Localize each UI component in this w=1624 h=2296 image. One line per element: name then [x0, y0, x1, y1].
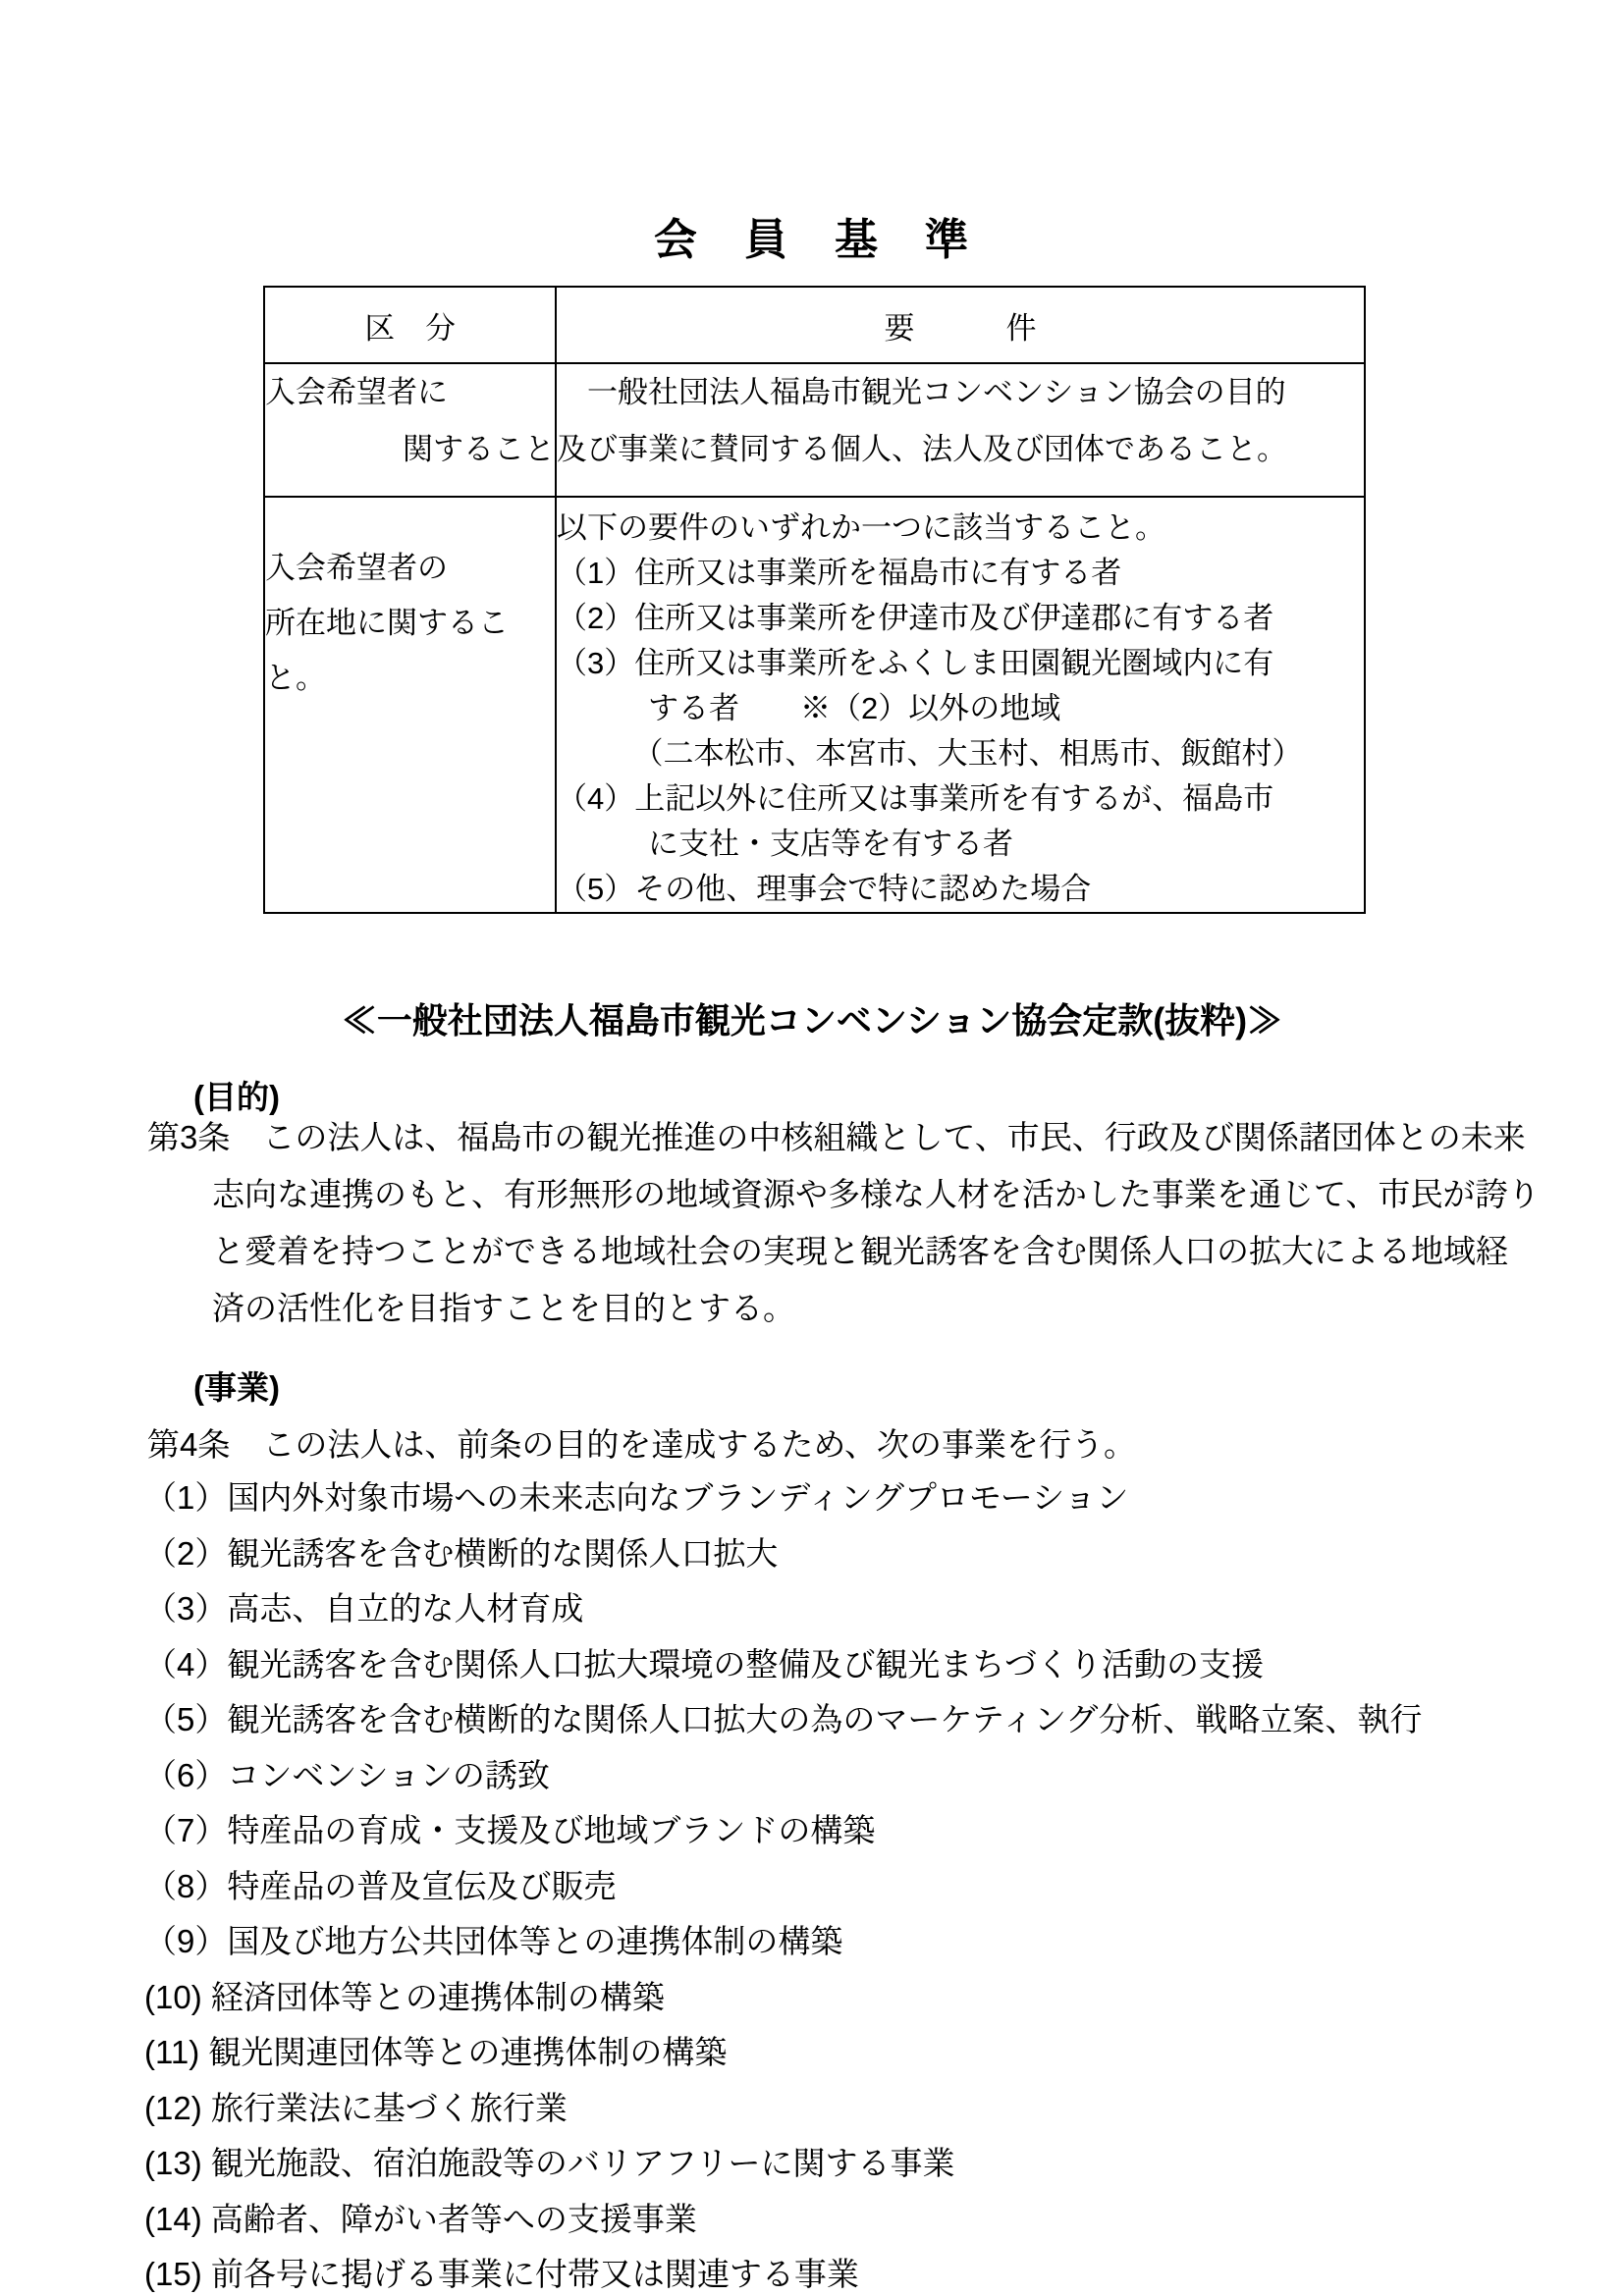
list-item: （3）高志、自立的な人材育成 — [144, 1590, 584, 1627]
list-item: (14) 高齢者、障がい者等への支援事業 — [144, 2200, 697, 2237]
list-item: (13) 観光施設、宿泊施設等のバリアフリーに関する事業 — [144, 2145, 955, 2181]
text-line: 第3条 この法人は、福島市の観光推進の中核組織として、市民、行政及び関係諸団体との未来 — [147, 1119, 1526, 1155]
list-item: （5）観光誘客を含む横断的な関係人口拡大の為のマーケティング分析、戦略立案、執行 — [144, 1701, 1423, 1737]
requirement-cell — [556, 497, 1365, 913]
text-line: （二本松市、本宮市、大玉村、相馬市、飯館村） — [557, 736, 1303, 771]
text-line: （4）上記以外に住所又は事業所を有するが、福島市 — [557, 781, 1274, 816]
purpose-paragraph — [147, 1109, 1600, 1337]
text-line: 志向な連携のもと、有形無形の地域資源や多様な人材を活かした事業を通じて、市民が誇り — [212, 1176, 1541, 1212]
business-section-label: (事業) — [193, 1369, 280, 1406]
list-item: （2）観光誘客を含む横断的な関係人口拡大 — [144, 1534, 779, 1572]
text-line: と愛着を持つことができる地域社会の実現と観光誘客を含む関係人口の拡大による地域経 — [212, 1233, 1508, 1269]
text-line: 以下の要件のいずれか一つに該当すること。 — [557, 510, 1165, 545]
list-item: （6）コンベンションの誘致 — [144, 1756, 550, 1793]
page-title: 会 員 基 準 — [654, 216, 970, 264]
list-item: (11) 観光関連団体等との連携体制の構築 — [144, 2034, 728, 2070]
text-line: 関すること — [403, 432, 555, 466]
list-item: （4）観光誘客を含む関係人口拡大環境の整備及び観光まちづくり活動の支援 — [144, 1645, 1265, 1682]
text-line: する者 ※（2）以外の地域 — [557, 691, 1061, 725]
table-row — [264, 363, 1365, 497]
text-line: 済の活性化を目指すことを目的とする。 — [212, 1290, 795, 1326]
list-item: （8）特産品の普及宣伝及び販売 — [144, 1867, 617, 1904]
table-header-requirement: 要 件 — [556, 287, 1365, 363]
list-item: （1）国内外対象市場への未来志向なブランディングプロモーション — [144, 1479, 1129, 1516]
text-line: （3）住所又は事業所をふくしま田園観光圏域内に有 — [557, 646, 1274, 680]
text-line: 所在地に関するこ — [265, 606, 509, 640]
text-line: 入会希望者に — [265, 375, 448, 409]
table-header-category: 区 分 — [264, 287, 556, 363]
list-item: （7）特産品の育成・支援及び地域ブランドの構築 — [144, 1812, 876, 1848]
text-line: に支社・支店等を有する者 — [557, 827, 1013, 861]
table-header-row — [264, 287, 1365, 363]
list-item: (15) 前各号に掲げる事業に付帯又は関連する事業 — [144, 2256, 859, 2292]
purpose-section-label: (目的) — [193, 1079, 280, 1115]
text-line: （5）その他、理事会で特に認めた場合 — [557, 872, 1092, 906]
text-line: 及び事業に賛同する個人、法人及び団体であること。 — [557, 432, 1287, 466]
text-line: （2）住所又は事業所を伊達市及び伊達郡に有する者 — [557, 601, 1274, 635]
category-cell — [264, 363, 556, 497]
text-line: 入会希望者の — [265, 551, 448, 585]
text-line: と。 — [265, 661, 326, 695]
list-item: （9）国及び地方公共団体等との連携体制の構築 — [144, 1923, 843, 1959]
table-row — [264, 497, 1365, 913]
text-line: （1）住所又は事業所を福島市に有する者 — [557, 556, 1122, 590]
text-line: 一般社団法人福島市観光コンベンション協会の目的 — [557, 375, 1286, 409]
list-item: (12) 旅行業法に基づく旅行業 — [144, 2089, 568, 2126]
category-cell — [264, 497, 556, 913]
charter-heading: ≪一般社団法人福島市観光コンベンション協会定款(抜粋)≫ — [341, 1000, 1283, 1041]
list-item: (10) 経済団体等との連携体制の構築 — [144, 1978, 665, 2015]
business-intro: 第4条 この法人は、前条の目的を達成するため、次の事業を行う。 — [147, 1426, 1137, 1463]
requirement-cell — [556, 363, 1365, 497]
business-items-list — [144, 1470, 1607, 2296]
membership-criteria-table — [263, 286, 1366, 914]
